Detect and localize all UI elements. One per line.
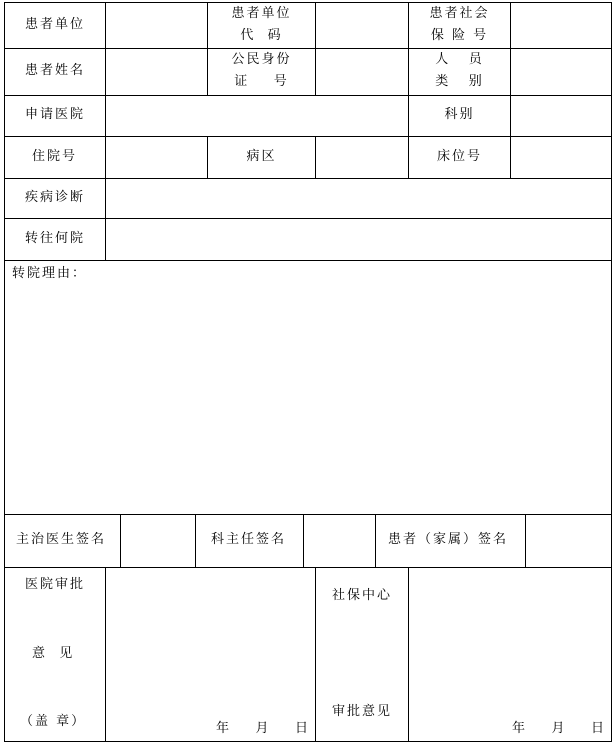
label-patient-name: 患者姓名: [25, 63, 86, 78]
label-date-right: 年 月 日: [512, 721, 607, 736]
border-top: [4, 2, 612, 3]
label-bed-no: 床位号: [436, 149, 482, 164]
border-right: [611, 2, 612, 742]
label-patient-unit: 患者单位: [25, 17, 86, 32]
row-line-3: [4, 136, 612, 137]
col-line-e: [510, 2, 511, 178]
row-line-5: [4, 218, 612, 219]
label-diagnosis: 疾病诊断: [25, 190, 86, 205]
label-attending-signature: 主治医生签名: [16, 532, 107, 547]
col-line-c2: [315, 136, 316, 178]
label-unit-code-line2: 代 码: [240, 28, 283, 43]
label-unit-code-line1: 患者单位: [231, 6, 292, 21]
label-dept-head-signature: 科主任签名: [211, 532, 287, 547]
label-hospital-seal: （盖 章）: [20, 714, 87, 729]
label-patient-family-signature: 患者（家属）签名: [388, 532, 509, 547]
row-line-6: [4, 260, 612, 261]
approval-line-1: [105, 567, 106, 742]
label-admission-no: 住院号: [32, 149, 78, 164]
label-date-left: 年 月 日: [216, 721, 311, 736]
label-ward: 病区: [246, 149, 277, 164]
sig-line-4: [375, 514, 376, 567]
border-left: [4, 2, 5, 742]
border-bottom: [4, 741, 612, 742]
sig-line-1: [120, 514, 121, 567]
label-applying-hospital: 申请医院: [25, 107, 86, 122]
label-transfer-to: 转往何院: [25, 231, 86, 246]
row-line-1: [4, 48, 612, 49]
row-line-2: [4, 95, 612, 96]
label-social-center: 社保中心: [332, 588, 393, 603]
row-line-8: [4, 567, 612, 568]
label-social-insurance-line1: 患者社会: [429, 6, 490, 21]
sig-line-5: [525, 514, 526, 567]
label-hospital-approval: 医院审批: [25, 577, 86, 592]
approval-line-3: [408, 567, 409, 742]
label-personnel-line2: 类 别: [435, 74, 484, 89]
label-id-card-line1: 公民身份: [231, 52, 292, 67]
approval-line-2: [315, 567, 316, 742]
row-line-4: [4, 178, 612, 179]
label-department: 科别: [444, 107, 475, 122]
col-line-a: [105, 2, 106, 260]
label-social-opinion: 审批意见: [332, 704, 393, 719]
col-line-c1: [315, 2, 316, 96]
label-transfer-reason: 转院理由：: [12, 266, 88, 281]
label-personnel-line1: 人 员: [435, 52, 484, 67]
sig-line-2: [195, 514, 196, 567]
row-line-7: [4, 514, 612, 515]
label-id-card-line2: 证 号: [234, 74, 289, 89]
label-social-insurance-line2: 保 险 号: [430, 28, 489, 43]
label-hospital-opinion: 意 见: [32, 646, 75, 661]
sig-line-3: [303, 514, 304, 567]
